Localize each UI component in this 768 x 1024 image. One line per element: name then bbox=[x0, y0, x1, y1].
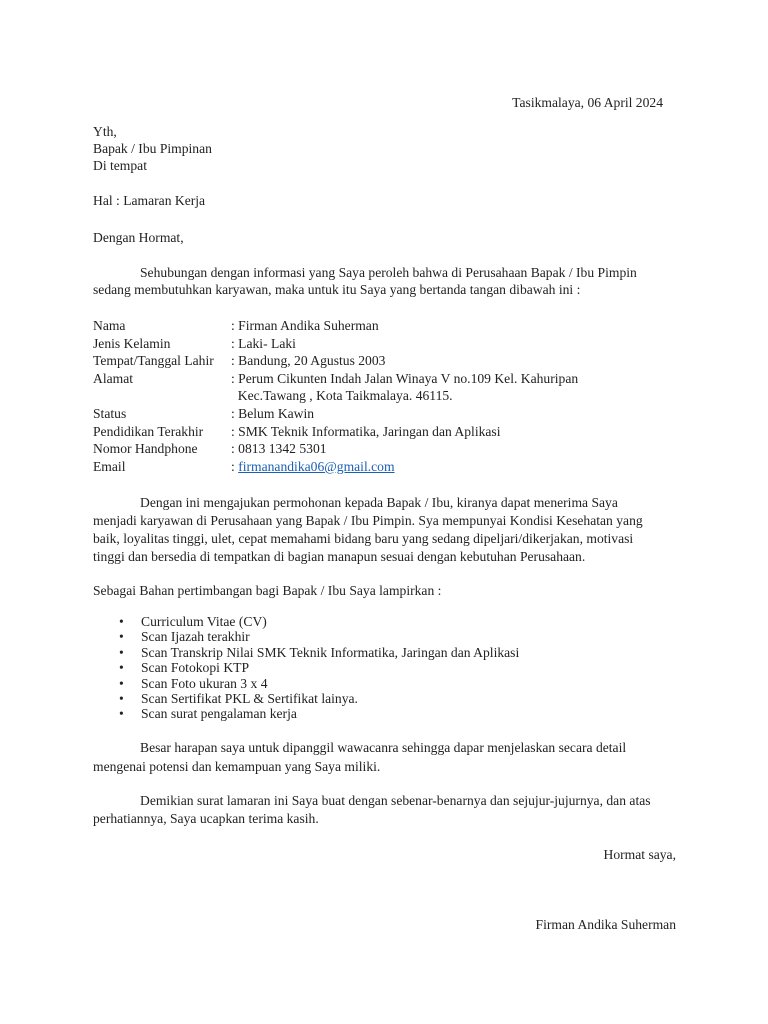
bio-key: Tempat/Tanggal Lahir bbox=[93, 353, 214, 369]
list-item bbox=[119, 629, 519, 644]
place-date: Tasikmalaya, 06 April 2024 bbox=[512, 95, 663, 110]
body-line-4: tinggi dan bersedia di tempatkan di bagian manapun sesuai dengan kebutuhan Perusahaan. bbox=[93, 549, 586, 564]
bio-value: : Firman Andika Suherman bbox=[231, 318, 379, 333]
intro-line-2: sedang membutuhkan karyawan, maka untuk itu Saya yang bertanda tangan dibawah ini : bbox=[93, 282, 581, 297]
list-item bbox=[119, 706, 519, 721]
recipient-yth: Yth, bbox=[93, 124, 117, 139]
list-item-text: Scan Transkrip Nilai SMK Teknik Informatika, Jaringan dan Aplikasi bbox=[141, 644, 520, 660]
bullet-icon: • bbox=[119, 690, 124, 706]
bio-key: Status bbox=[93, 405, 127, 421]
signature-name: Firman Andika Suherman bbox=[535, 917, 676, 932]
bio-value: : 0813 1342 5301 bbox=[231, 441, 327, 457]
list-item bbox=[119, 660, 519, 675]
attachments-intro: Sebagai Bahan pertimbangan bagi Bapak / Ibu Saya lampirkan : bbox=[93, 583, 442, 598]
list-item-text: Scan surat pengalaman kerja bbox=[141, 706, 297, 722]
bio-value: : Belum Kawin bbox=[231, 405, 315, 421]
bullet-icon: • bbox=[119, 614, 124, 629]
bio-value: : Bandung, 20 Agustus 2003 bbox=[231, 353, 386, 369]
bullet-icon: • bbox=[119, 660, 124, 676]
bio-key: Nomor Handphone bbox=[93, 441, 198, 457]
closing-line-2: perhatiannya, Saya ucapkan terima kasih. bbox=[93, 811, 319, 826]
subject-line: Hal : Lamaran Kerja bbox=[93, 193, 206, 208]
list-item-text: Scan Foto ukuran 3 x 4 bbox=[141, 675, 268, 691]
body-line-3: baik, loyalitas tinggi, ulet, cepat memahami bidang baru yang sedang dipeljari/dikerjakan, motivasi bbox=[93, 531, 634, 546]
hope-line-2: mengenai potensi dan kemampuan yang Saya miliki. bbox=[93, 759, 381, 774]
bullet-icon: • bbox=[119, 644, 124, 660]
body-line-1: Dengan ini mengajukan permohonan kepada Bapak / Ibu, kiranya dapat menerima Saya bbox=[140, 495, 618, 510]
intro-line-1: Sehubungan dengan informasi yang Saya peroleh bahwa di Perusahaan Bapak / Ibu Pimpin bbox=[140, 265, 637, 280]
body-line-2: menjadi karyawan di Perusahaan yang Bapak / Ibu Pimpin. Sya mempunyai Kondisi Kesehatan yang bbox=[93, 513, 643, 528]
attachments-list bbox=[119, 614, 519, 722]
recipient-place: Di tempat bbox=[93, 158, 147, 173]
closing-line-1: Demikian surat lamaran ini Saya buat dengan sebenar-benarnya dan sejujur-jujurnya, dan atas bbox=[140, 793, 651, 808]
bio-row-address bbox=[93, 371, 578, 389]
personal-data-table bbox=[93, 318, 578, 476]
bio-row-education bbox=[93, 424, 578, 442]
hope-line-1: Besar harapan saya untuk dipanggil wawacanra sehingga dapar menjelaskan secara detail bbox=[140, 740, 627, 755]
email-colon: : bbox=[231, 458, 239, 474]
bio-value: : SMK Teknik Informatika, Jaringan dan Aplikasi bbox=[231, 423, 501, 439]
list-item bbox=[119, 645, 519, 660]
bio-row-gender bbox=[93, 336, 578, 354]
bullet-icon: • bbox=[119, 706, 124, 722]
list-item-text: Scan Ijazah terakhir bbox=[141, 629, 250, 645]
list-item-text: Scan Sertifikat PKL & Sertifikat lainya. bbox=[141, 690, 358, 706]
bio-value: : Perum Cikunten Indah Jalan Winaya V no.109 Kel. Kahuripan bbox=[231, 370, 579, 386]
bio-key: Email bbox=[93, 458, 126, 474]
bio-row-birth bbox=[93, 353, 578, 371]
bio-key bbox=[93, 388, 231, 406]
bio-key: Alamat bbox=[93, 370, 134, 386]
signature-salutation: Hormat saya, bbox=[603, 847, 676, 862]
list-item bbox=[119, 691, 519, 706]
email-link[interactable]: firmanandika06@gmail.com bbox=[238, 458, 395, 474]
list-item-text: Scan Fotokopi KTP bbox=[141, 660, 249, 676]
list-item bbox=[119, 676, 519, 691]
bio-value: Kec.Tawang , Kota Taikmalaya. 46115. bbox=[231, 388, 453, 404]
list-item bbox=[119, 614, 519, 629]
list-item-text: Curriculum Vitae (CV) bbox=[141, 614, 267, 629]
bio-key: Jenis Kelamin bbox=[93, 335, 171, 351]
bio-row-name bbox=[93, 318, 578, 336]
greeting: Dengan Hormat, bbox=[93, 230, 184, 245]
recipient-title: Bapak / Ibu Pimpinan bbox=[93, 141, 212, 156]
bio-value bbox=[231, 459, 578, 477]
bio-row-address-cont bbox=[93, 388, 578, 406]
bio-key: Pendidikan Terakhir bbox=[93, 423, 204, 439]
bio-row-email bbox=[93, 459, 578, 477]
bio-key: Nama bbox=[93, 318, 126, 333]
bio-value: : Laki- Laki bbox=[231, 335, 296, 351]
bullet-icon: • bbox=[119, 629, 124, 645]
bullet-icon: • bbox=[119, 675, 124, 691]
bio-row-status bbox=[93, 406, 578, 424]
bio-row-phone bbox=[93, 441, 578, 459]
